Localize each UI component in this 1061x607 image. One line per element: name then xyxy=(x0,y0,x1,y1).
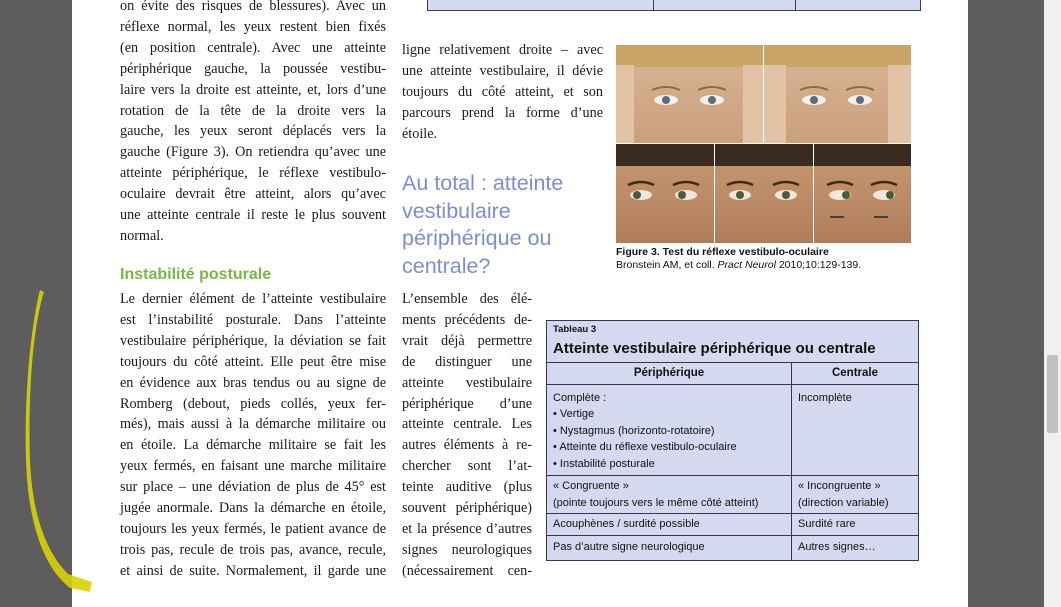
text-line: normal. xyxy=(120,227,164,244)
text-line: yeux fermés, en faisant une marche militaire xyxy=(120,458,386,475)
text-line: Le dernier élément de l’atteinte vestibulaire xyxy=(120,291,386,307)
text-line: trois pas, recule de trois pas, avance, recule, xyxy=(120,541,386,558)
text-line: parcours prend la forme d’une xyxy=(402,104,603,121)
bullet-item: • Atteinte du réflexe vestibulo-oculaire xyxy=(553,439,785,456)
heading-line: Au total : atteinte xyxy=(402,171,564,195)
text-line: ments précédents de- xyxy=(402,311,532,328)
face-photos-image xyxy=(616,45,911,243)
text-line: en étoile. La démarche militaire se fait les xyxy=(120,437,386,454)
text-line: et ainsi de suite. Normalement, il garde une xyxy=(120,562,386,579)
cell-text: Incomplète xyxy=(792,384,919,476)
text-line: une atteinte vestibulaire, il dévie xyxy=(402,62,603,79)
table-row xyxy=(547,384,919,476)
text-line: gauche (Figure 3). On retiendra qu’avec une xyxy=(120,144,386,161)
heading-line: périphérique ou xyxy=(402,226,552,250)
cell-text: Autres signes… xyxy=(792,535,919,561)
text-line: est l’instabilité posturale. Dans l’atteinte xyxy=(120,311,386,328)
text-line: vrait déjà permettre xyxy=(402,332,532,349)
text-line: autres éléments à re- xyxy=(402,437,532,454)
heading-line: vestibulaire xyxy=(402,198,511,223)
text-line: rotation de la tête de la droite vers la xyxy=(120,102,386,119)
text-line: gauche, les yeux seront déplacés vers la xyxy=(120,123,386,140)
document-page xyxy=(72,0,968,607)
heading-line: centrale? xyxy=(402,253,491,278)
figure-caption-source: Bronstein AM, et coll. Pract Neurol 2010;10:129-139. xyxy=(616,258,862,271)
text-line: (nécessairement cen- xyxy=(402,562,532,579)
column1-paragraph2 xyxy=(120,289,386,582)
text-line: atteinte vestibulaire xyxy=(402,374,532,391)
text-line: de distinguer une xyxy=(402,353,532,370)
bullet-item: • Nystagmus (horizonto-rotatoire) xyxy=(553,423,785,440)
text-line: une atteinte centrale il reste le plus souvent xyxy=(120,207,386,224)
text-line: atteinte périphérique, le réflexe vestibulo- xyxy=(120,165,386,182)
text-line: sur place – une déviation de plus de 45° est xyxy=(120,479,386,496)
text-line: Romberg (debout, pieds collés, yeux fer- xyxy=(120,395,386,412)
text-line: et la présence d’autres xyxy=(402,520,532,537)
text-line: réflexe normal, les yeux restent bien fixés xyxy=(120,18,386,35)
text-line: L’ensemble des élé- xyxy=(402,291,532,307)
previous-table-bottom xyxy=(427,0,921,11)
text-line: vestibulaire périphérique, la déviation se fait xyxy=(120,332,386,349)
table-row xyxy=(547,514,919,536)
text-line: oculaire devrait être atteint, alors qu’avec xyxy=(120,186,386,203)
text-line: on évite des risques de blessures). Avec un xyxy=(120,0,386,14)
figure-3-caption xyxy=(616,246,861,271)
table-header-peripherique: Périphérique xyxy=(547,363,792,385)
table-row xyxy=(547,535,919,561)
cell-text: Surdité rare xyxy=(792,514,919,536)
cell-text: « Congruente » xyxy=(553,480,629,492)
section-heading-instabilite: Instabilité posturale xyxy=(120,266,272,283)
table-row xyxy=(547,476,919,514)
cell-text: Pas d’autre signe neurologique xyxy=(547,535,792,561)
section-heading-au-total xyxy=(402,170,602,280)
table-label: Tableau 3 xyxy=(547,321,919,337)
cell-text: (direction variable) xyxy=(798,496,889,509)
figure-caption-title: Figure 3. Test du réflexe vestibulo-oculaire xyxy=(616,246,829,258)
text-line: périphérique gauche, la poussée vestibu- xyxy=(120,60,386,77)
bullet-item: • Vertige xyxy=(553,406,785,423)
text-line: toujours du côté atteint. Elle peut être mise xyxy=(120,353,386,370)
table-header-centrale: Centrale xyxy=(792,363,919,385)
scrollbar-thumb[interactable] xyxy=(1047,355,1058,433)
text-line: laire vers la droite est atteinte, et, lors d’une xyxy=(120,81,386,98)
figure-3-photo xyxy=(616,45,911,243)
text-line: toujours les yeux fermés, le patient avance de xyxy=(120,520,386,537)
text-line: (en position centrale). Avec une atteinte xyxy=(120,39,386,56)
table-title: Atteinte vestibulaire périphérique ou centrale xyxy=(547,336,919,363)
table-3 xyxy=(546,320,919,561)
cell-text: « Incongruente » xyxy=(798,480,881,492)
text-line: toujours du côté atteint, et son xyxy=(402,83,603,100)
vertical-scrollbar[interactable] xyxy=(1044,0,1061,607)
text-line: étoile. xyxy=(402,125,438,142)
text-line: souvent périphérique) xyxy=(402,500,532,517)
cell-text: Complète : xyxy=(553,391,607,404)
bullet-item: • Instabilité posturale xyxy=(553,456,785,473)
text-line: jugée anormale. Dans la démarche en étoile, xyxy=(120,500,386,517)
column2-paragraph2 xyxy=(402,289,532,582)
text-line: en évidence aux bras tendus ou au signe de xyxy=(120,374,386,391)
text-line: chercher sont l’at- xyxy=(402,458,532,475)
cell-text: Acouphènes / surdité possible xyxy=(547,514,792,536)
column1-paragraph1 xyxy=(120,0,386,247)
column2-paragraph1 xyxy=(402,40,603,145)
text-line: teinte auditive (plus xyxy=(402,479,532,496)
text-line: signes neurologiques xyxy=(402,541,532,558)
cell-text: (pointe toujours vers le même côté atteint) xyxy=(553,496,759,509)
text-line: més), mais aussi à la démarche militaire ou xyxy=(120,416,386,433)
text-line: atteinte centrale. Les xyxy=(402,416,532,433)
text-line: ligne relativement droite – avec xyxy=(402,42,603,58)
text-line: périphérique d’une xyxy=(402,395,532,412)
